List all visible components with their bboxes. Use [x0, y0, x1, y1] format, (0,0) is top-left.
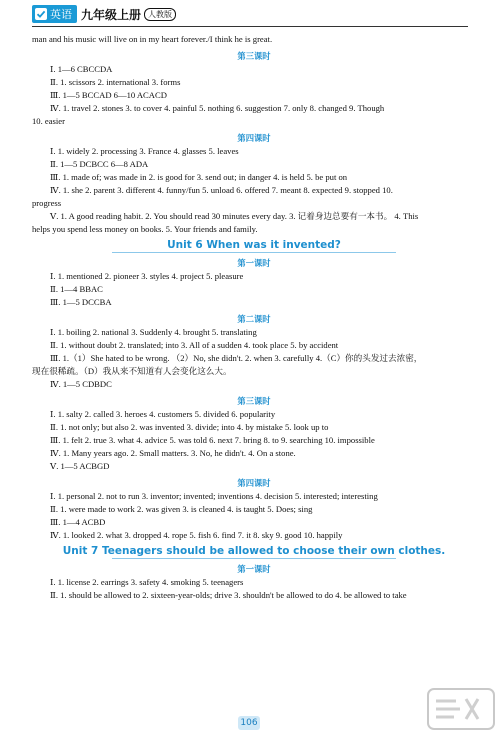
unit-heading: Unit 7 Teenagers should be allowed to choose their own clothes.: [62, 545, 446, 557]
section-heading: 第二课时: [237, 314, 271, 324]
unit-heading: Unit 6 When was it invented?: [167, 239, 341, 251]
unit-underline: [112, 558, 396, 559]
answer-line: man and his music will live on in my heart forever./I think he is great.: [32, 34, 273, 44]
watermark-logo: [426, 687, 496, 731]
answer-line: Ⅲ. 1—5 DCCBA: [50, 297, 112, 307]
answer-line: Ⅲ. 1. made of; was made in 2. is good for 3. send out; in danger 4. is held 5. be put on: [50, 172, 348, 182]
answer-line: Ⅳ. 1. Many years ago. 2. Small matters. 3. No, he didn't. 4. On a stone.: [50, 448, 296, 458]
answer-line: Ⅲ. 1.（1）She hated to be wrong. （2）No, she didn't. 2. when 3. carefully 4.（C）你的头发过去浓密，: [50, 353, 423, 363]
unit-underline: [112, 252, 396, 253]
answer-line: Ⅲ. 1—4 ACBD: [50, 517, 106, 527]
answer-line: Ⅳ. 1. she 2. parent 3. different 4. funny/fun 5. unload 6. offered 7. meant 8. expected 9. stopped 10.: [50, 185, 393, 195]
answer-line: helps you spend less money on books. 5. Your friends and family.: [32, 224, 258, 234]
answer-line: Ⅴ. 1—5 ACBGD: [50, 461, 110, 471]
answer-line: Ⅰ. 1. boiling 2. national 3. Suddenly 4. brought 5. translating: [50, 327, 257, 337]
answer-content: [32, 33, 476, 602]
section-heading: 第四课时: [237, 478, 271, 488]
answer-line: Ⅲ. 1. felt 2. true 3. what 4. advice 5. was told 6. next 7. bring 8. to 9. searching 10. impossible: [50, 435, 375, 445]
edition-badge: 人教版: [144, 8, 176, 21]
answer-line: Ⅳ. 1—5 CDBDC: [50, 379, 112, 389]
answer-line: Ⅱ. 1—5 DCBCC 6—8 ADA: [50, 159, 149, 169]
header-divider: [32, 26, 468, 27]
answer-line: 现在很稀疏。（D）我从来不知道有人会变化这么大。: [32, 366, 232, 376]
answer-line: progress: [32, 198, 62, 208]
answer-line: Ⅱ. 1. without doubt 2. translated; into 3. All of a sudden 4. took place 5. by accident: [50, 340, 339, 350]
answer-line: Ⅰ. 1. salty 2. called 3. heroes 4. customers 5. divided 6. popularity: [50, 409, 276, 419]
book-title: 九年级上册: [81, 7, 142, 22]
answer-line: 10. easier: [32, 116, 65, 126]
answer-line: Ⅱ. 1. were made to work 2. was given 3. is cleaned 4. is taught 5. Does; sing: [50, 504, 313, 514]
answer-line: Ⅱ. 1. should be allowed to 2. sixteen-year-olds; drive 3. shouldn't be allowed to do 4. be allowed to take: [50, 590, 407, 600]
subject-badge: [32, 5, 77, 23]
answer-line: Ⅳ. 1. travel 2. stones 3. to cover 4. painful 5. nothing 6. suggestion 7. only 8. changed 9. Though: [50, 103, 385, 113]
answer-line: Ⅰ. 1—6 CBCCDA: [50, 64, 113, 74]
section-heading: 第一课时: [237, 258, 271, 268]
subject-label: 英语: [50, 8, 72, 21]
section-heading: 第三课时: [237, 396, 271, 406]
answer-line: Ⅰ. 1. personal 2. not to run 3. inventor; invented; inventions 4. decision 5. interested; interesting: [50, 491, 378, 501]
answer-line: Ⅰ. 1. widely 2. processing 3. France 4. glasses 5. leaves: [50, 146, 239, 156]
answer-line: Ⅳ. 1. looked 2. what 3. dropped 4. rope 5. fish 6. find 7. it 8. sky 9. good 10. happily: [50, 530, 343, 540]
section-heading: 第三课时: [237, 51, 271, 61]
answer-line: Ⅰ. 1. mentioned 2. pioneer 3. styles 4. project 5. pleasure: [50, 271, 244, 281]
answer-line: Ⅱ. 1—4 BBAC: [50, 284, 103, 294]
page-number: 106: [238, 716, 260, 730]
answer-line: Ⅱ. 1. not only; but also 2. was invented 3. divide; into 4. by mistake 5. look up to: [50, 422, 329, 432]
section-heading: 第一课时: [237, 564, 271, 574]
answer-line: Ⅱ. 1. scissors 2. international 3. forms: [50, 77, 181, 87]
answer-line: Ⅰ. 1. license 2. earrings 3. safety 4. smoking 5. teenagers: [50, 577, 244, 587]
check-icon: [35, 8, 47, 20]
page-header: [32, 4, 176, 24]
answer-line: Ⅴ. 1. A good reading habit. 2. You should read 30 minutes every day. 3. 记着身边总要有一本书。 4. This: [50, 211, 419, 221]
answer-line: Ⅲ. 1—5 BCCAD 6—10 ACACD: [50, 90, 167, 100]
section-heading: 第四课时: [237, 133, 271, 143]
